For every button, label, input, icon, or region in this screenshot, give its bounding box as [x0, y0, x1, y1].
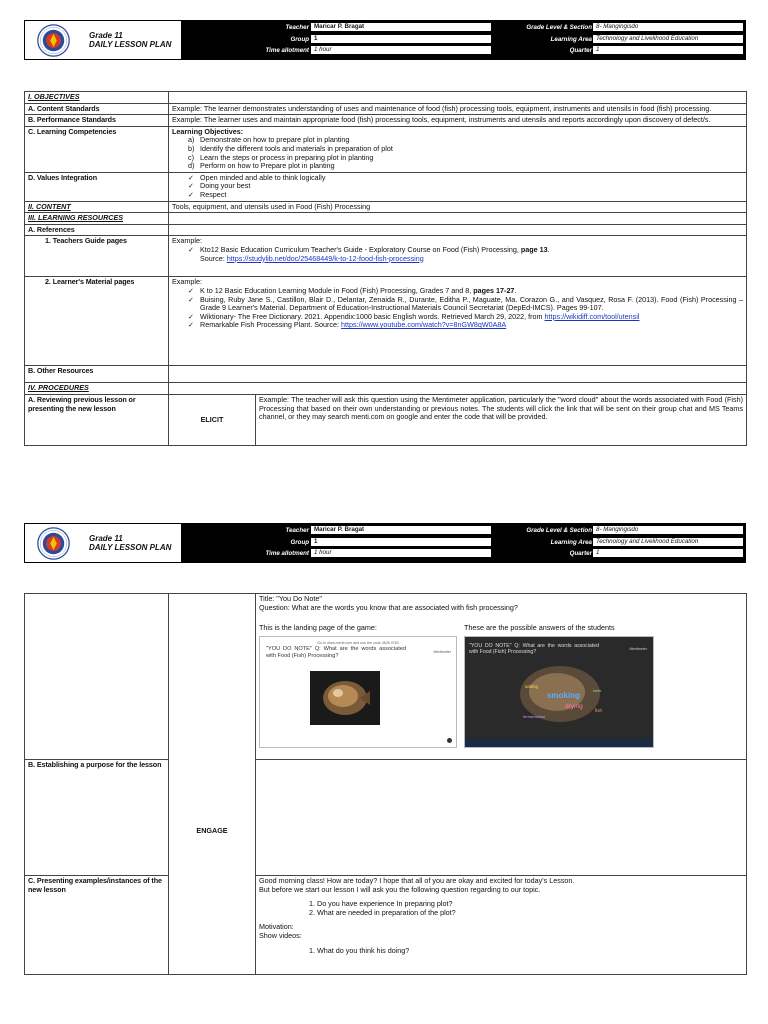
- table-row: [25, 383, 747, 395]
- word-cloud-word: fish: [595, 708, 603, 713]
- table-row: [25, 224, 747, 236]
- area-value: Technology and Livelihood Education: [593, 35, 743, 43]
- menti-url: Go to www.menti.com and use the code 4626 9783: [317, 641, 399, 645]
- quarter-value: 1: [593, 549, 743, 557]
- grade-label: Grade 11: [89, 534, 123, 543]
- you-do-note-cell: [256, 594, 747, 760]
- table-row: [25, 236, 747, 277]
- engage-label: ENGAGE: [169, 594, 256, 975]
- quarter-value: 1: [593, 46, 743, 54]
- motivation-label: Motivation:: [259, 922, 294, 932]
- performance-standards-text: Example: The learner uses and maintain appropriate food (fish) processing tools, equipment, instruments and utensils and reports accordingly upon discovery of defect/s.: [169, 115, 747, 127]
- elicit-label: ELICIT: [169, 394, 256, 445]
- content-text: Tools, equipment, and utensils used in Food (Fish) Processing: [169, 201, 747, 213]
- list-item: ✓ Kto12 Basic Education Curriculum Teacher's Guide - Exploratory Course on Food (Fish) Processing, page 13. Source: https://studylib.net/doc/25468449/k-to-12-food-fish-processing: [200, 246, 743, 263]
- list-item: ✓ K to 12 Basic Education Learning Module in Food (Fish) Processing, Grades 7 and 8, pages 17-27.: [200, 287, 743, 296]
- area-label: Learning Area: [550, 539, 592, 546]
- tg-source-link[interactable]: https://studylib.net/doc/25468449/k-to-12-food-fish-processing: [226, 253, 424, 263]
- elicit-text: Example: The teacher will ask this question using the Mentimeter application, particularly the "word cloud" about the words associated with Food (Fish) Processing that based on their own understanding or previous notes. The students will click the link that will be sent on their group chat and MS Teams channel, or they may search menti.com on google and enter the code that will be provided.: [256, 394, 747, 445]
- presenting-examples-cell: [256, 876, 747, 975]
- greeting-text: Good morning class! How are today? I hope that all of you are okay and excited for today's Lesson.: [259, 876, 575, 885]
- area-label: Learning Area: [550, 36, 592, 43]
- header-page1: [24, 20, 746, 60]
- word-cloud-word: knife: [593, 688, 602, 693]
- menu-dot-icon: [447, 738, 452, 743]
- lm-list: [172, 287, 743, 330]
- procedures-heading: IV. PROCEDURES: [25, 383, 169, 395]
- list-item: d) Perform on how to Prepare plot in planting: [188, 161, 335, 171]
- word-cloud-word: drying: [565, 703, 583, 710]
- performance-standards-label: B. Performance Standards: [25, 115, 169, 127]
- teacher-value: Maricar P. Bragat: [311, 526, 491, 534]
- plan-label: DAILY LESSON PLAN: [89, 543, 172, 552]
- intro-text: But before we start our lesson I will ask you the following question regarding to our topic.: [259, 884, 541, 894]
- table-row: [25, 172, 747, 201]
- establishing-purpose-label: B. Establishing a purpose for the lesson: [25, 760, 169, 876]
- group-value: 1: [311, 538, 491, 546]
- learning-resources-heading: III. LEARNING RESOURCES: [25, 213, 169, 225]
- learning-competencies-cell: [169, 126, 747, 172]
- values-integration-label: D. Values Integration: [25, 172, 169, 201]
- word-cloud-word: fermentation: [523, 714, 546, 719]
- table-row: [25, 92, 747, 104]
- plan-label: DAILY LESSON PLAN: [89, 40, 172, 49]
- activity-question: Question: What are the words you know that are associated with fish processing?: [259, 602, 518, 612]
- answers-caption: These are the possible answers of the students: [464, 623, 615, 632]
- list-item: ✓ Remarkable Fish Processing Plant. Source: https://www.youtube.com/watch?v=8nGW8qW0A8A: [200, 321, 743, 330]
- taskbar: [465, 739, 653, 747]
- list-item: c) Learn the steps or process in preparing plot in planting: [188, 152, 374, 162]
- objectives-heading: I. OBJECTIVES: [25, 92, 169, 104]
- grade-label: Grade 11: [89, 31, 123, 40]
- word-cloud-screenshot: [464, 636, 654, 748]
- youtube-link[interactable]: https://www.youtube.com/watch?v=8nGW8qW0A8A: [341, 320, 507, 330]
- table-row: [25, 115, 747, 127]
- deped-seal-icon: [37, 527, 70, 560]
- shot2-title: "YOU DO NOTE" Q: What are the words associated with Food (Fish) Processing?: [469, 643, 599, 655]
- shot1-mentimeter: Mentimeter: [433, 650, 451, 654]
- gls-label: Grade Level & Section: [526, 527, 592, 534]
- table-row: [25, 213, 747, 225]
- word-cloud-word: salting: [525, 684, 539, 689]
- table-row: [25, 876, 747, 975]
- list-item: ✓ Respect: [200, 191, 743, 200]
- question-list: [259, 900, 743, 917]
- group-label: Group: [290, 36, 309, 43]
- lesson-table-page2: [24, 593, 747, 975]
- show-videos-label: Show videos:: [259, 930, 302, 940]
- time-value: 1 hour: [311, 549, 491, 557]
- objectives-list: [172, 136, 743, 170]
- group-value: 1: [311, 35, 491, 43]
- quarter-label: Quarter: [569, 550, 592, 557]
- content-standards-label: A. Content Standards: [25, 103, 169, 115]
- shot2-mentimeter: Mentimeter: [629, 647, 647, 651]
- time-value: 1 hour: [311, 46, 491, 54]
- tg-list: [172, 246, 743, 263]
- group-label: Group: [290, 539, 309, 546]
- time-label: Time allotment: [265, 550, 309, 557]
- header-teacher-block: [181, 21, 493, 59]
- mentimeter-landing-screenshot: [259, 636, 457, 748]
- list-item: ✓ Open minded and able to think logically: [200, 174, 743, 183]
- learning-competencies-label: C. Learning Competencies: [25, 126, 169, 172]
- values-list: [172, 174, 743, 200]
- landing-caption: This is the landing page of the game:: [259, 623, 377, 632]
- list-item: ✓ Buising, Ruby Jane S., Castillon, Blair D., Delantar, Zenaida R., Durante, Editha P., Maguate, Ma. Corazon G., and Vasquez, Rosa F. (2013). Food (Fish) Processing – Grade 9 Learner's Material. Department of Education-Instructional Materials Council Secretariat (DepEd-IMCS). Pages 99-107.: [200, 296, 743, 313]
- gls-value: 8- Mangingisdo: [593, 526, 743, 534]
- list-item: 1. What do you think his doing?: [317, 947, 743, 956]
- list-item: ✓ Doing your best: [200, 182, 743, 191]
- video-question-list: [259, 947, 743, 956]
- area-value: Technology and Livelihood Education: [593, 538, 743, 546]
- learners-material-label: 2. Learner's Material pages: [25, 277, 169, 366]
- lesson-table-page1: [24, 91, 747, 446]
- list-item: ✓ Wiktionary- The Free Dictionary. 2021. Appendix:1000 basic English words. Retrieved March 29, 2022, from https://wikidiff.com/tool/utensil: [200, 313, 743, 322]
- activity-title: Title: "You Do Note": [259, 594, 322, 603]
- lm-example-label: Example:: [172, 277, 202, 287]
- word-cloud-word: smoking: [547, 691, 580, 700]
- dried-fish-image: [310, 671, 380, 725]
- presenting-examples-label: C. Presenting examples/instances of the new lesson: [25, 876, 169, 975]
- table-row: [25, 760, 747, 876]
- gls-label: Grade Level & Section: [526, 24, 592, 31]
- tg-example-label: Example:: [172, 236, 202, 246]
- table-row: [25, 201, 747, 213]
- list-item: 2. What are needed in preparation of the plot?: [317, 909, 743, 918]
- shot1-title: "YOU DO NOTE" Q: What are the words associated with Food (Fish) Processing?: [266, 646, 406, 659]
- learning-objectives-heading: Learning Objectives:: [172, 126, 244, 136]
- table-row: [25, 103, 747, 115]
- list-item: a) Demonstrate on how to prepare plot in planting: [188, 135, 350, 145]
- table-row: [25, 366, 747, 383]
- teachers-guide-label: 1. Teachers Guide pages: [25, 236, 169, 277]
- header-left: [25, 21, 181, 59]
- deped-seal-icon: [37, 24, 70, 57]
- teacher-value: Maricar P. Bragat: [311, 23, 491, 31]
- references-label: A. References: [25, 224, 169, 236]
- table-row: [25, 277, 747, 366]
- other-resources-label: B. Other Resources: [25, 366, 169, 383]
- content-standards-text: Example: The learner demonstrates understanding of uses and maintenance of food (fish) processing tools, equipment, instruments and utensils in food (fish) processing.: [169, 103, 747, 115]
- reviewing-lesson-label: A. Reviewing previous lesson or presenting the new lesson: [25, 394, 169, 445]
- table-row: [25, 594, 747, 760]
- teacher-label: Teacher: [285, 527, 309, 534]
- time-label: Time allotment: [265, 47, 309, 54]
- teacher-label: Teacher: [285, 24, 309, 31]
- list-item: b) Identify the different tools and materials in preparation of plot: [188, 143, 393, 153]
- content-heading: II. CONTENT: [25, 201, 169, 213]
- quarter-label: Quarter: [569, 47, 592, 54]
- wikidiff-link[interactable]: https://wikidiff.com/tool/utensil: [544, 311, 640, 321]
- table-row: [25, 126, 747, 172]
- list-item: 1. Do you have experience In preparing plot?: [317, 900, 743, 909]
- header-page2: [24, 523, 746, 563]
- header-class-block: [493, 21, 745, 59]
- table-row: [25, 394, 747, 445]
- gls-value: 8- Mangingisdo: [593, 23, 743, 31]
